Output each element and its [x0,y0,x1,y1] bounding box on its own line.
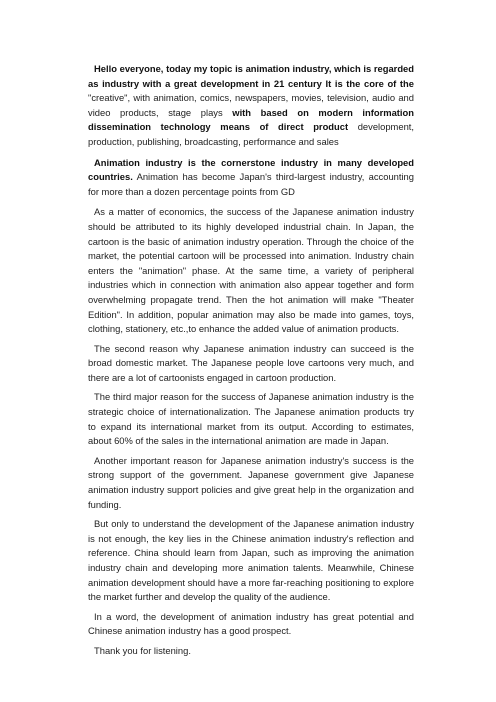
cornerstone-paragraph [88,156,414,200]
economics-paragraph: As a matter of economics, the success of the Japanese animation industry should be attributed to its highly developed industrial chain. In Japan, the cartoon is the basic of animation industry operation. Through the choice of the market, the potential cartoon will be processed into animation. Industry chain enters the "animation" phase. At the same time, a variety of peripheral industries which in connection with animation also appear together and form overwhelming propagate trend. Then the hot animation will make "Theater Edition". In addition, popular animation may also be made into games, toys, clothing, stationery, etc.,to enhance the added value of animation products. [88,206,414,335]
cornerstone-bold-text: Animation industry is the cornerstone industry in many developed countries. [88,156,414,183]
internationalization-paragraph: The third major reason for the success of Japanese animation industry is the strategic choice of internationalization. The Japanese animation products try to expand its international market from its output. According to estimates, about 60% of the sales in the international animation are made in Japan. [88,391,414,447]
intro-bold-text-1: Hello everyone, today my topic is animation industry, which is regarded as industry with a great development in 21 century It is the core of the [88,63,414,89]
closing-line: Thank you for listening. [94,644,191,656]
document-page [88,62,414,659]
intro-paragraph [88,62,414,150]
intro-normal-text-1: "creative", with animation, comics, newspapers, movies, television, audio and video products, stage plays [88,92,414,118]
cornerstone-normal-text: Animation has become Japan's third-largest industry, accounting for more than a dozen percentage points from GD [88,171,414,197]
intro-normal-text-2: development, production, publishing, broadcasting, performance and sales [88,121,414,147]
chinese-reflection-paragraph: But only to understand the development of the Japanese animation industry is not enough, the key lies in the Chinese animation industry's reflection and reference. China should learn from Japan, such as improving the animation industry chain and developing more animation talents. Meanwhile, Chinese animation development should have a more far-reaching positioning to explore the market further and develop the quality of the audience. [88,518,414,603]
government-support-paragraph: Another important reason for Japanese animation industry's success is the strong support of the government. Japanese government give Japanese animation industry support policies and give great help in the organization and funding. [88,454,414,510]
domestic-market-paragraph: The second reason why Japanese animation industry can succeed is the broad domestic market. The Japanese people love cartoons very much, and there are a lot of cartoonists engaged in cartoon production. [88,342,414,383]
intro-bold-text-2: with based on modern information dissemination technology means of direct product [88,106,414,133]
conclusion-paragraph: In a word, the development of animation industry has great potential and Chinese animation industry has a good prospect. [88,610,414,637]
